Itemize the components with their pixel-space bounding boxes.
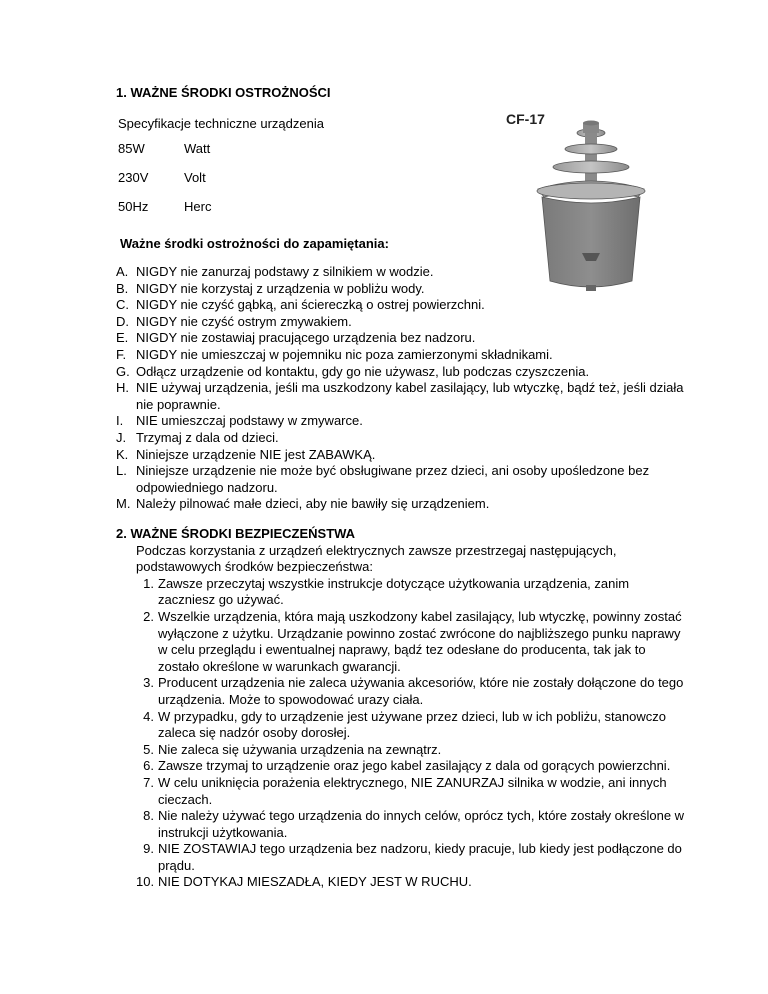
list-item — [116, 314, 686, 331]
item-marker: 6. — [143, 758, 154, 774]
item-marker: C. — [116, 297, 129, 313]
spec-value: 230V — [118, 170, 149, 185]
item-text: NIGDY nie czyść ostrym zmywakiem. — [136, 313, 352, 329]
list-item — [136, 841, 686, 874]
item-marker: H. — [116, 380, 129, 396]
item-text: NIGDY nie korzystaj z urządzenia w pobliżu wody. — [136, 280, 425, 296]
item-text: Należy pilnować małe dzieci, aby nie bawiły się urządzeniem. — [136, 496, 490, 512]
item-text: NIE DOTYKAJ MIESZADŁA, KIEDY JEST W RUCHU. — [158, 874, 472, 890]
item-marker: 1. — [143, 575, 154, 591]
item-marker: 3. — [143, 675, 154, 691]
item-marker: J. — [116, 429, 127, 445]
item-text: Producent urządzenia nie zaleca używania akcesoriów, które nie zostały dołączone do tego urządzenia. Może to spowodować urazy ciała. — [158, 675, 684, 707]
item-marker: 5. — [143, 741, 154, 757]
item-marker: E. — [116, 330, 129, 346]
spec-unit: Herc — [184, 199, 212, 214]
spec-row-frequency — [118, 199, 212, 214]
item-marker: I. — [116, 413, 124, 429]
spec-title: Specyfikacje techniczne urządzenia — [118, 116, 324, 131]
item-text: Nie należy używać tego urządzenia do innych celów, oprócz tych, które zostały określone w instrukcji użytkowania. — [158, 808, 685, 840]
list-item — [136, 808, 686, 841]
spec-value: 50Hz — [118, 199, 149, 214]
item-marker: 2. — [143, 608, 154, 624]
item-marker: M. — [116, 496, 131, 512]
item-text: Niniejsze urządzenie nie może być obsługiwane przez dzieci, ani osoby upośledzone bez odpowiedniego nadzoru. — [136, 463, 650, 495]
spec-unit: Volt — [184, 170, 206, 185]
item-text: Trzymaj z dala od dzieci. — [136, 429, 279, 445]
list-item — [116, 347, 686, 364]
list-item — [116, 413, 686, 430]
item-marker: B. — [116, 280, 129, 296]
item-text: Zawsze przeczytaj wszystkie instrukcje dotyczące użytkowania urządzenia, zanim zaczniesz go używać. — [158, 575, 630, 608]
list-item — [136, 675, 686, 708]
list-item — [116, 430, 686, 447]
list-item — [136, 576, 686, 609]
item-text: NIGDY nie umieszczaj w pojemniku nic poza zamierzonymi składnikami. — [136, 346, 553, 362]
item-text: NIE ZOSTAWIAJ tego urządzenia bez nadzoru, kiedy pracuje, lub kiedy jest podłączone do prądu. — [158, 841, 682, 873]
spec-value: 85W — [118, 141, 145, 156]
item-marker: G. — [116, 363, 130, 379]
item-marker: D. — [116, 313, 129, 329]
item-marker: 10. — [136, 874, 155, 890]
item-marker: F. — [116, 346, 127, 362]
section-2 — [116, 526, 686, 891]
list-item — [116, 496, 686, 513]
section-2-body — [116, 543, 686, 891]
item-marker: 8. — [143, 808, 154, 824]
item-marker: A. — [116, 264, 129, 279]
item-text: Odłącz urządzenie od kontaktu, gdy go nie używasz, lub podczas czyszczenia. — [136, 363, 590, 379]
product-image — [506, 111, 671, 307]
list-item — [136, 874, 686, 891]
item-marker: L. — [116, 463, 127, 479]
item-text: Nie zaleca się używania urządzenia na zewnątrz. — [158, 741, 442, 757]
spec-row-voltage — [118, 170, 206, 185]
section-1-heading: 1. WAŻNE ŚRODKI OSTROŻNOŚCI — [116, 85, 331, 100]
spec-unit: Watt — [184, 141, 211, 156]
item-text: NIGDY nie czyść gąbką, ani ściereczką o ostrej powierzchni. — [136, 297, 485, 313]
list-item — [136, 609, 686, 675]
chocolate-fountain-illustration — [506, 111, 671, 307]
section-2-intro: Podczas korzystania z urządzeń elektrycznych zawsze przestrzegaj następujących, podstawowych środków bezpieczeństwa: — [136, 542, 617, 575]
item-marker: K. — [116, 446, 129, 462]
item-marker: 9. — [143, 841, 154, 857]
item-text: W przypadku, gdy to urządzenie jest używane przez dzieci, lub w ich pobliżu, stanowczo zaleca się nadzór osoby dorosłej. — [158, 708, 666, 741]
item-text: Zawsze trzymaj to urządzenie oraz jego kabel zasilający z dala od gorących powierzchni. — [158, 758, 671, 774]
item-text: NIE używaj urządzenia, jeśli ma uszkodzony kabel zasilający, lub wtyczkę, bądź też, jeśli działa nie poprawnie. — [136, 380, 684, 412]
list-item — [136, 775, 686, 808]
list-item — [116, 330, 686, 347]
item-text: NIGDY nie zanurzaj podstawy z silnikiem w wodzie. — [136, 264, 434, 279]
item-text: Wszelkie urządzenia, która mają uszkodzony kabel zasilający, lub wtyczkę, powinny zostać wyłączone z użytku. Urządzanie powinno zostać zwrócone do najbliższego punku naprawy w celu przeglądu i ewentualnej naprawy, bądź tez odesłane do producenta, tak jak to zostało określone w warunkach gwarancji. — [158, 608, 682, 674]
section-2-heading: 2. WAŻNE ŚRODKI BEZPIECZEŃSTWA — [116, 526, 356, 541]
list-item — [136, 758, 686, 775]
spec-row-power — [118, 141, 211, 156]
item-text: NIE umieszczaj podstawy w zmywarce. — [136, 413, 363, 429]
list-item — [116, 463, 686, 496]
item-text: Niniejsze urządzenie NIE jest ZABAWKĄ. — [136, 446, 376, 462]
item-marker: 7. — [143, 774, 154, 790]
list-item — [136, 742, 686, 759]
remember-title: Ważne środki ostrożności do zapamiętania: — [120, 236, 389, 251]
list-item — [136, 709, 686, 742]
item-text: W celu uniknięcia porażenia elektrycznego, NIE ZANURZAJ silnika w wodzie, ani innych cieczach. — [158, 774, 667, 807]
list-item — [116, 447, 686, 464]
list-item — [116, 380, 686, 413]
item-marker: 4. — [143, 708, 154, 724]
list-item — [116, 364, 686, 381]
model-label: CF-17 — [506, 111, 545, 127]
item-text: NIGDY nie zostawiaj pracującego urządzenia bez nadzoru. — [136, 330, 476, 346]
